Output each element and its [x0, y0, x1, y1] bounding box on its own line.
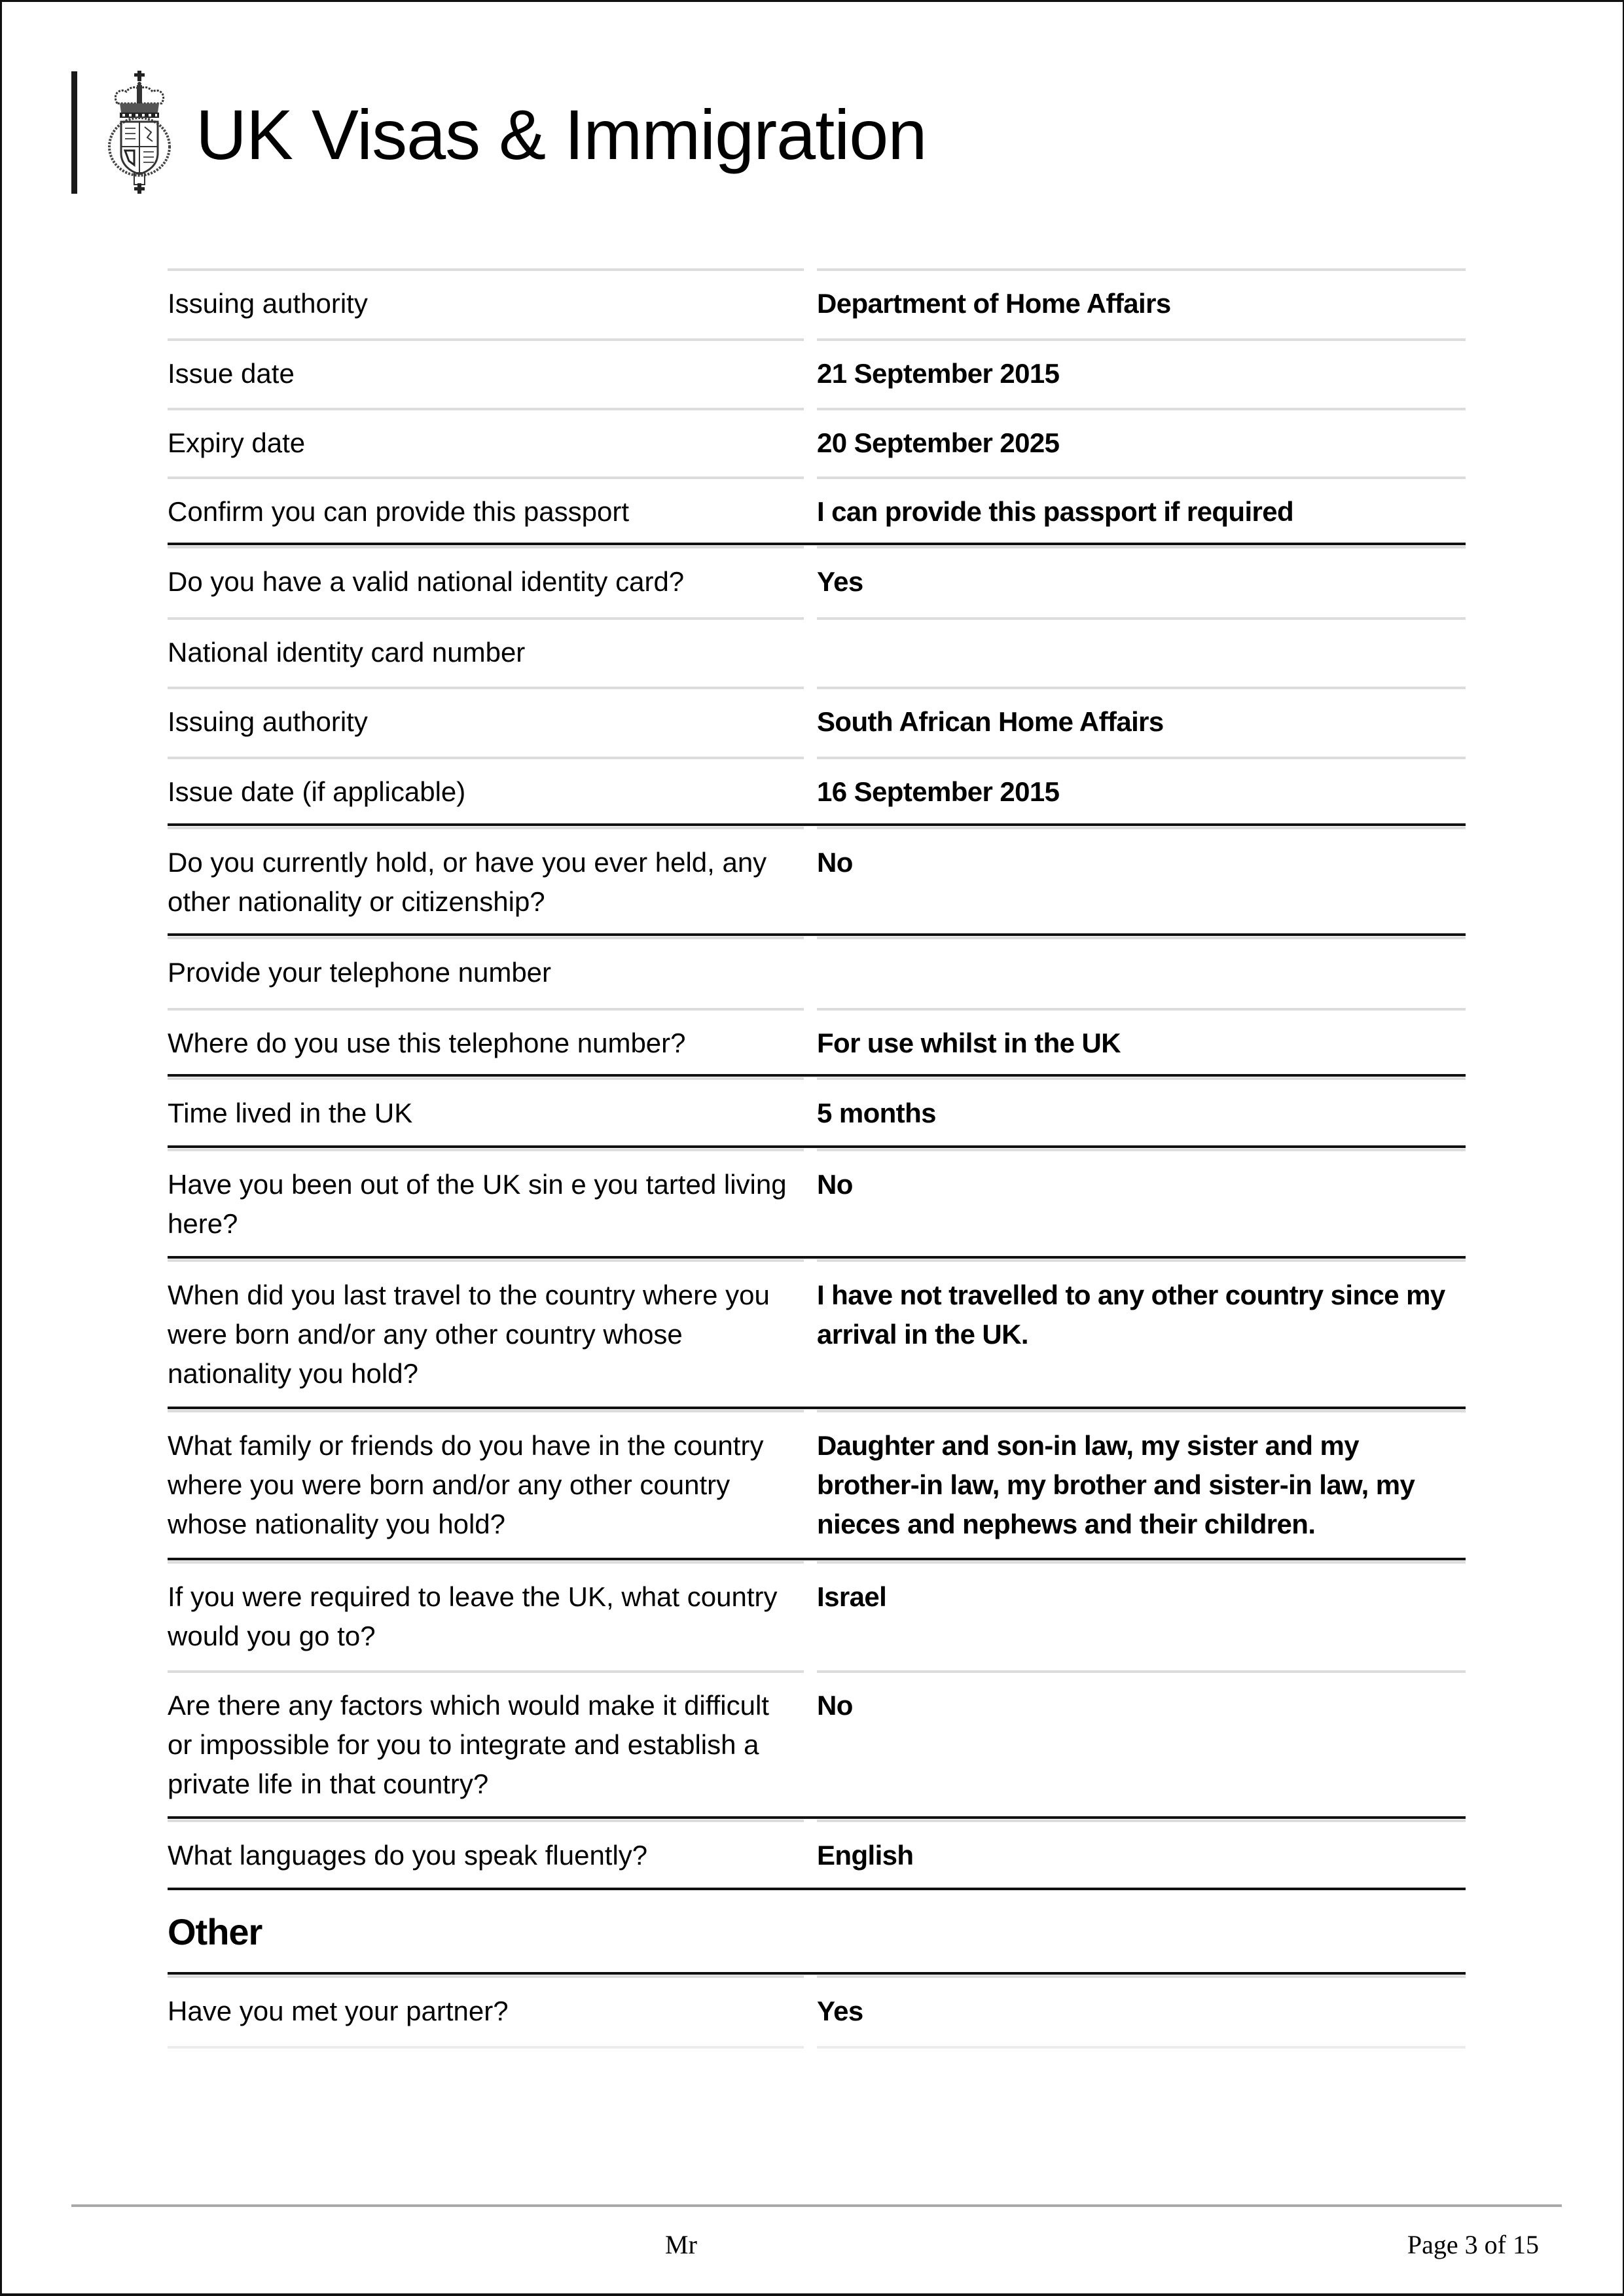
row-divider	[168, 1149, 804, 1151]
table-row	[168, 1259, 1466, 1409]
table-row	[168, 1008, 1466, 1077]
page-title: UK Visas & Immigration	[196, 95, 927, 174]
page-number: Page 3 of 15	[1407, 2230, 1539, 2259]
row-divider	[817, 687, 1466, 689]
question-label: Issuing authority	[168, 288, 368, 319]
row-divider	[817, 338, 1466, 341]
answer-value: Yes	[817, 566, 863, 597]
answer-value: I have not travelled to any other country since my arrival in the UK.	[817, 1280, 1445, 1350]
answer-value: Department of Home Affairs	[817, 288, 1171, 319]
question-label: Have you met your partner?	[168, 1996, 509, 2026]
section-divider	[168, 1407, 1466, 1409]
answer-value: South African Home Affairs	[817, 706, 1164, 737]
table-end-rule	[168, 2046, 1466, 2049]
row-divider	[817, 268, 1466, 271]
answer-value	[817, 953, 1466, 1008]
row-divider	[168, 757, 804, 759]
question-label: Issue date	[168, 358, 295, 389]
answer-value: No	[817, 847, 853, 878]
row-divider	[168, 827, 804, 829]
section-heading-row	[168, 1890, 1466, 1975]
row-divider	[168, 1820, 804, 1822]
table-row	[168, 408, 1466, 476]
table-row	[168, 1975, 1466, 2046]
row-divider	[817, 1008, 1466, 1011]
answer-value: For use whilst in the UK	[817, 1028, 1121, 1058]
row-divider	[168, 1008, 804, 1011]
table-row	[168, 476, 1466, 545]
row-divider	[817, 476, 1466, 479]
row-divider	[817, 757, 1466, 759]
section-divider	[168, 1972, 1466, 1975]
question-label: Confirm you can provide this passport	[168, 496, 629, 527]
answer-value: No	[817, 1690, 853, 1721]
table-row	[168, 617, 1466, 687]
section-divider	[168, 1888, 1466, 1890]
row-divider	[168, 1410, 804, 1412]
table-row	[168, 338, 1466, 408]
row-divider	[168, 1975, 804, 1978]
table-row	[168, 1148, 1466, 1259]
answer-value: 21 September 2015	[817, 358, 1060, 389]
row-divider	[817, 827, 1466, 829]
section-divider	[168, 1145, 1466, 1148]
row-divider	[817, 1410, 1466, 1412]
table-row	[168, 936, 1466, 1008]
section-divider	[168, 543, 1466, 545]
table-row	[168, 1077, 1466, 1148]
section-divider	[168, 1558, 1466, 1560]
row-divider	[168, 546, 804, 548]
table-row	[168, 1560, 1466, 1670]
row-divider	[168, 268, 804, 271]
section-divider	[168, 823, 1466, 826]
answer-value	[817, 633, 1466, 687]
answer-value: No	[817, 1169, 853, 1200]
row-divider	[168, 476, 804, 479]
question-label: Time lived in the UK	[168, 1098, 413, 1128]
row-divider	[817, 1975, 1466, 1978]
row-divider	[168, 408, 804, 410]
brand-bar	[71, 71, 77, 194]
table-row	[168, 1409, 1466, 1560]
answer-value: 5 months	[817, 1098, 936, 1128]
question-label: Where do you use this telephone number?	[168, 1028, 686, 1058]
table-row	[168, 1819, 1466, 1890]
section-divider	[168, 933, 1466, 936]
answer-value: Yes	[817, 1996, 863, 2026]
row-divider	[817, 1561, 1466, 1564]
question-label: National identity card number	[168, 637, 526, 668]
answer-value: English	[817, 1840, 914, 1871]
row-divider	[168, 687, 804, 689]
row-divider	[817, 1670, 1466, 1673]
section-divider	[168, 1256, 1466, 1259]
question-label: What family or friends do you have in the country where you were born and/or any other country whose nationality you hold?	[168, 1430, 764, 1539]
question-label: Do you currently hold, or have you ever held, any other nationality or citizenship?	[168, 847, 767, 917]
row-divider	[168, 2046, 804, 2049]
question-label: Issue date (if applicable)	[168, 776, 466, 807]
row-divider	[168, 1077, 804, 1080]
row-divider	[168, 1670, 804, 1673]
row-divider	[817, 1820, 1466, 1822]
row-divider	[817, 937, 1466, 939]
section-divider	[168, 1074, 1466, 1077]
row-divider	[168, 937, 804, 939]
question-label: If you were required to leave the UK, what country would you go to?	[168, 1581, 778, 1651]
row-divider	[817, 546, 1466, 548]
table-row	[168, 1670, 1466, 1819]
question-label: Expiry date	[168, 427, 306, 458]
table-row	[168, 826, 1466, 936]
table-row	[168, 757, 1466, 826]
section-divider	[168, 1816, 1466, 1819]
row-divider	[817, 1077, 1466, 1080]
table-row	[168, 545, 1466, 617]
row-divider	[817, 408, 1466, 410]
footer-divider	[71, 2204, 1562, 2207]
row-divider	[168, 338, 804, 341]
row-divider	[817, 2046, 1466, 2049]
answer-value: 20 September 2025	[817, 427, 1060, 458]
royal-crest-icon	[105, 69, 173, 195]
question-label: Have you been out of the UK sin e you tarted living here?	[168, 1169, 787, 1239]
row-divider	[168, 1259, 804, 1262]
answers-table	[168, 268, 1466, 2049]
row-divider	[168, 1561, 804, 1564]
row-divider	[817, 1259, 1466, 1262]
question-label: Do you have a valid national identity card?	[168, 566, 685, 597]
row-divider	[168, 617, 804, 620]
question-label: When did you last travel to the country where you were born and/or any other country whose nationality you hold?	[168, 1280, 770, 1389]
answer-value: Daughter and son-in law, my sister and my brother-in law, my brother and sister-in law, my nieces and nephews and their children.	[817, 1430, 1415, 1539]
question-label: Are there any factors which would make it difficult or impossible for you to integrate and establish a private life in that country?	[168, 1690, 769, 1799]
question-label: What languages do you speak fluently?	[168, 1840, 648, 1871]
question-label: Provide your telephone number	[168, 957, 552, 988]
footer-name: Mr	[665, 2230, 697, 2259]
answer-value: I can provide this passport if required	[817, 496, 1294, 527]
answer-value: 16 September 2015	[817, 776, 1060, 807]
answer-value: Israel	[817, 1581, 887, 1612]
section-heading: Other	[168, 1911, 262, 1952]
row-divider	[817, 1149, 1466, 1151]
table-row	[168, 268, 1466, 338]
question-label: Issuing authority	[168, 706, 368, 737]
table-row	[168, 687, 1466, 757]
row-divider	[817, 617, 1466, 620]
